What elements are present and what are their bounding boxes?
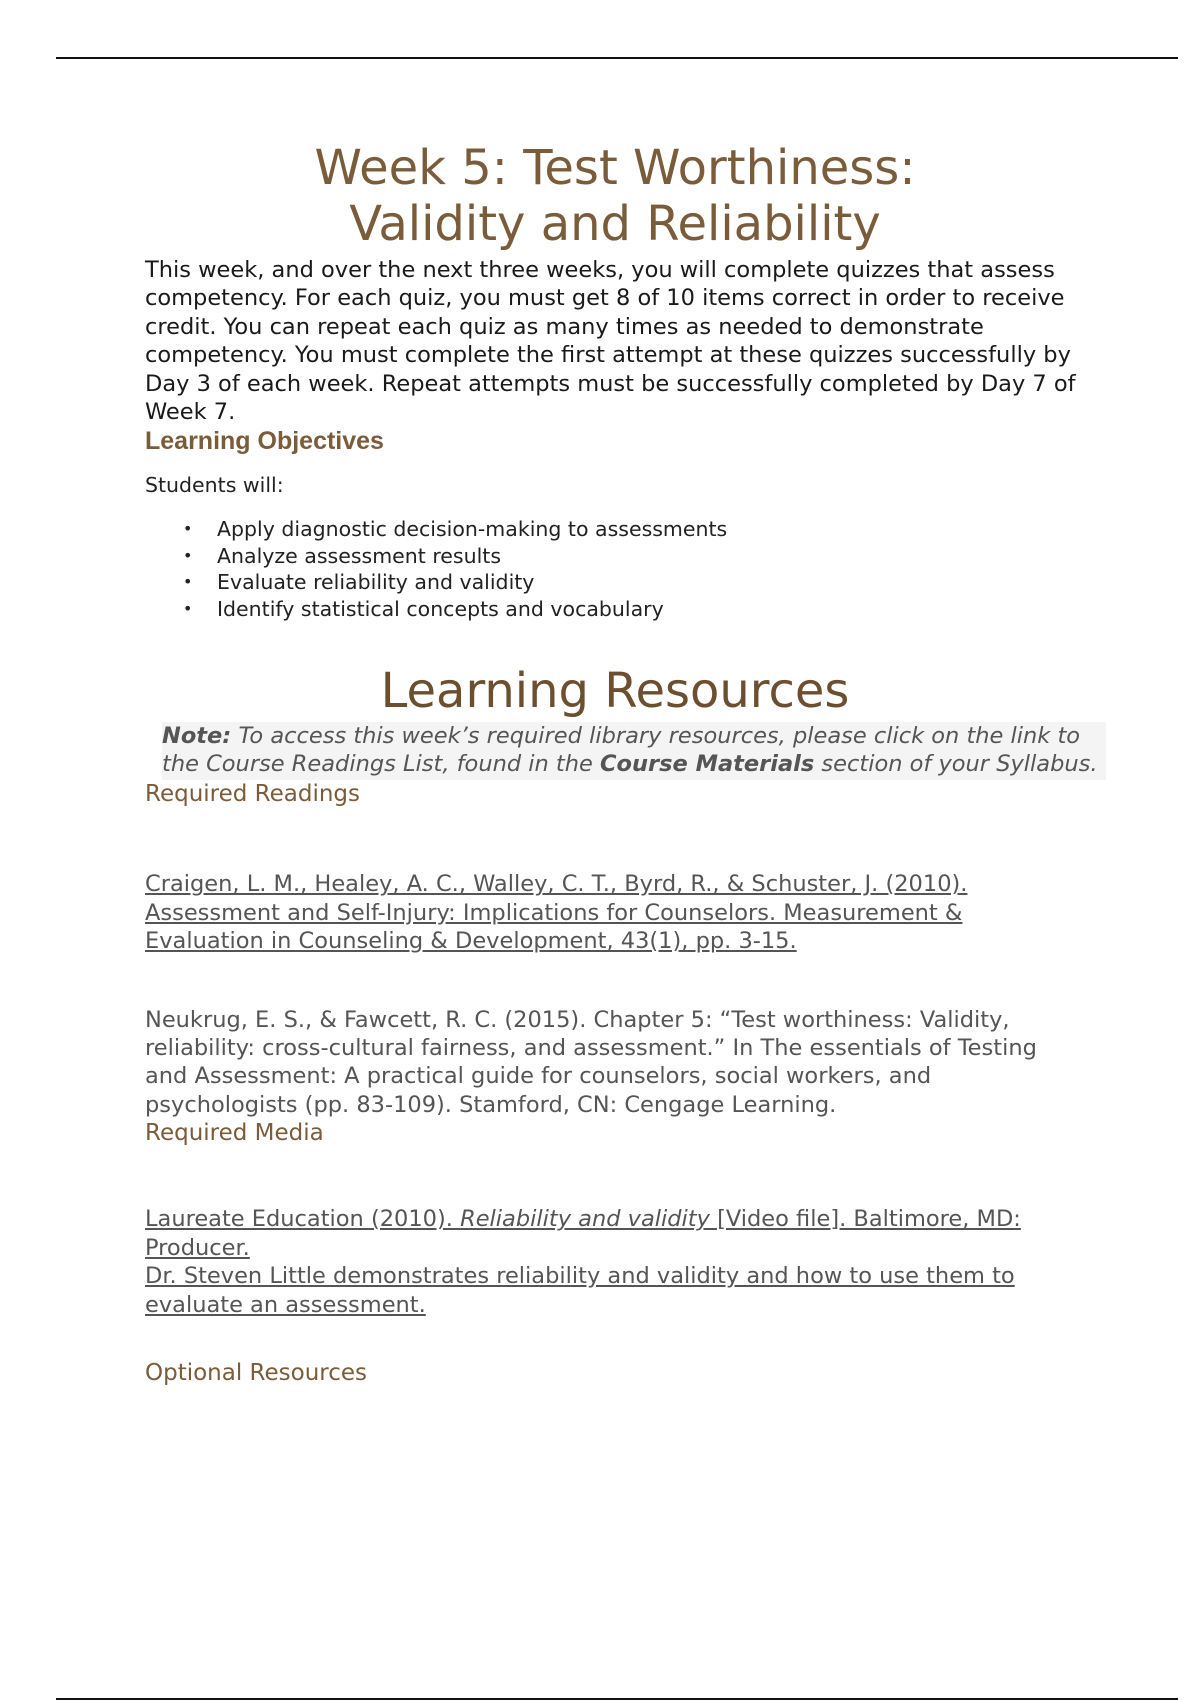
intro-paragraph: This week, and over the next three weeks, you will complete quizzes that assess competency. For each quiz, you must get 8 of 10 items correct in order to receive credit. You can repeat each quiz as many times as needed to demonstrate competency. You must complete the first attempt at these quizzes successfully by Day 3 of each week. Repeat attempts must be successfully completed by Day 7 of Week 7. bbox=[145, 257, 1076, 426]
page-title bbox=[145, 140, 1085, 252]
media-title: Reliability and validity bbox=[460, 1206, 710, 1233]
list-item: • Analyze assessment results bbox=[183, 543, 501, 568]
bullet-icon: • bbox=[183, 572, 193, 592]
note-text-after: section of your Syllabus. bbox=[814, 751, 1098, 778]
learning-resources-heading: Learning Resources bbox=[380, 663, 850, 720]
media-link[interactable]: Laureate Education (2010). Reliability and validity [Video file]. Baltimore, MD: Producer. bbox=[145, 1206, 1021, 1261]
required-readings-heading: Required Readings bbox=[145, 781, 361, 808]
objectives-list bbox=[145, 516, 1085, 622]
note-label: Note: bbox=[162, 723, 232, 750]
note-bold-text: Course Materials bbox=[600, 751, 815, 778]
bullet-icon: • bbox=[183, 519, 193, 539]
document-body bbox=[145, 140, 1098, 1387]
required-media-heading: Required Media bbox=[145, 1120, 324, 1147]
library-note bbox=[162, 722, 1106, 780]
citation-link-craigen[interactable]: Craigen, L. M., Healey, A. C., Walley, C. T., Byrd, R., & Schuster, J. (2010). Assessment and Self-Injury: Implications for Counselors. Measurement & Evaluation in Counseling & Development, 43(1), pp. 3-15. bbox=[145, 871, 968, 955]
bullet-icon: • bbox=[183, 545, 193, 565]
media-description-link[interactable]: Dr. Steven Little demonstrates reliability and validity and how to use them to evaluate an assessment. bbox=[145, 1263, 1015, 1318]
objectives-lead: Students will: bbox=[145, 473, 284, 498]
top-rule bbox=[56, 57, 1178, 59]
optional-resources-heading: Optional Resources bbox=[145, 1359, 368, 1386]
list-item: • Evaluate reliability and validity bbox=[183, 570, 535, 595]
list-item: • Apply diagnostic decision-making to assessments bbox=[183, 517, 728, 542]
citation-neukrug: Neukrug, E. S., & Fawcett, R. C. (2015). Chapter 5: “Test worthiness: Validity, reliability: cross-cultural fairness, and assessment.” In The essentials of Testing and Assessment: A practical guide for counselors, social workers, and psychologists (pp. 83-109). Stamford, CN: Cengage Learning. bbox=[145, 1006, 1037, 1118]
page-title-line2: Validity and Reliability bbox=[349, 196, 881, 252]
list-item: • Identify statistical concepts and vocabulary bbox=[183, 596, 664, 621]
page-title-line1: Week 5: Test Worthiness: bbox=[314, 140, 916, 196]
bullet-icon: • bbox=[183, 598, 193, 618]
note-text-before: To access this week’s required library resources, please click on the link to the Course Readings List, found in the bbox=[162, 723, 1081, 778]
learning-objectives-heading: Learning Objectives bbox=[145, 427, 384, 456]
